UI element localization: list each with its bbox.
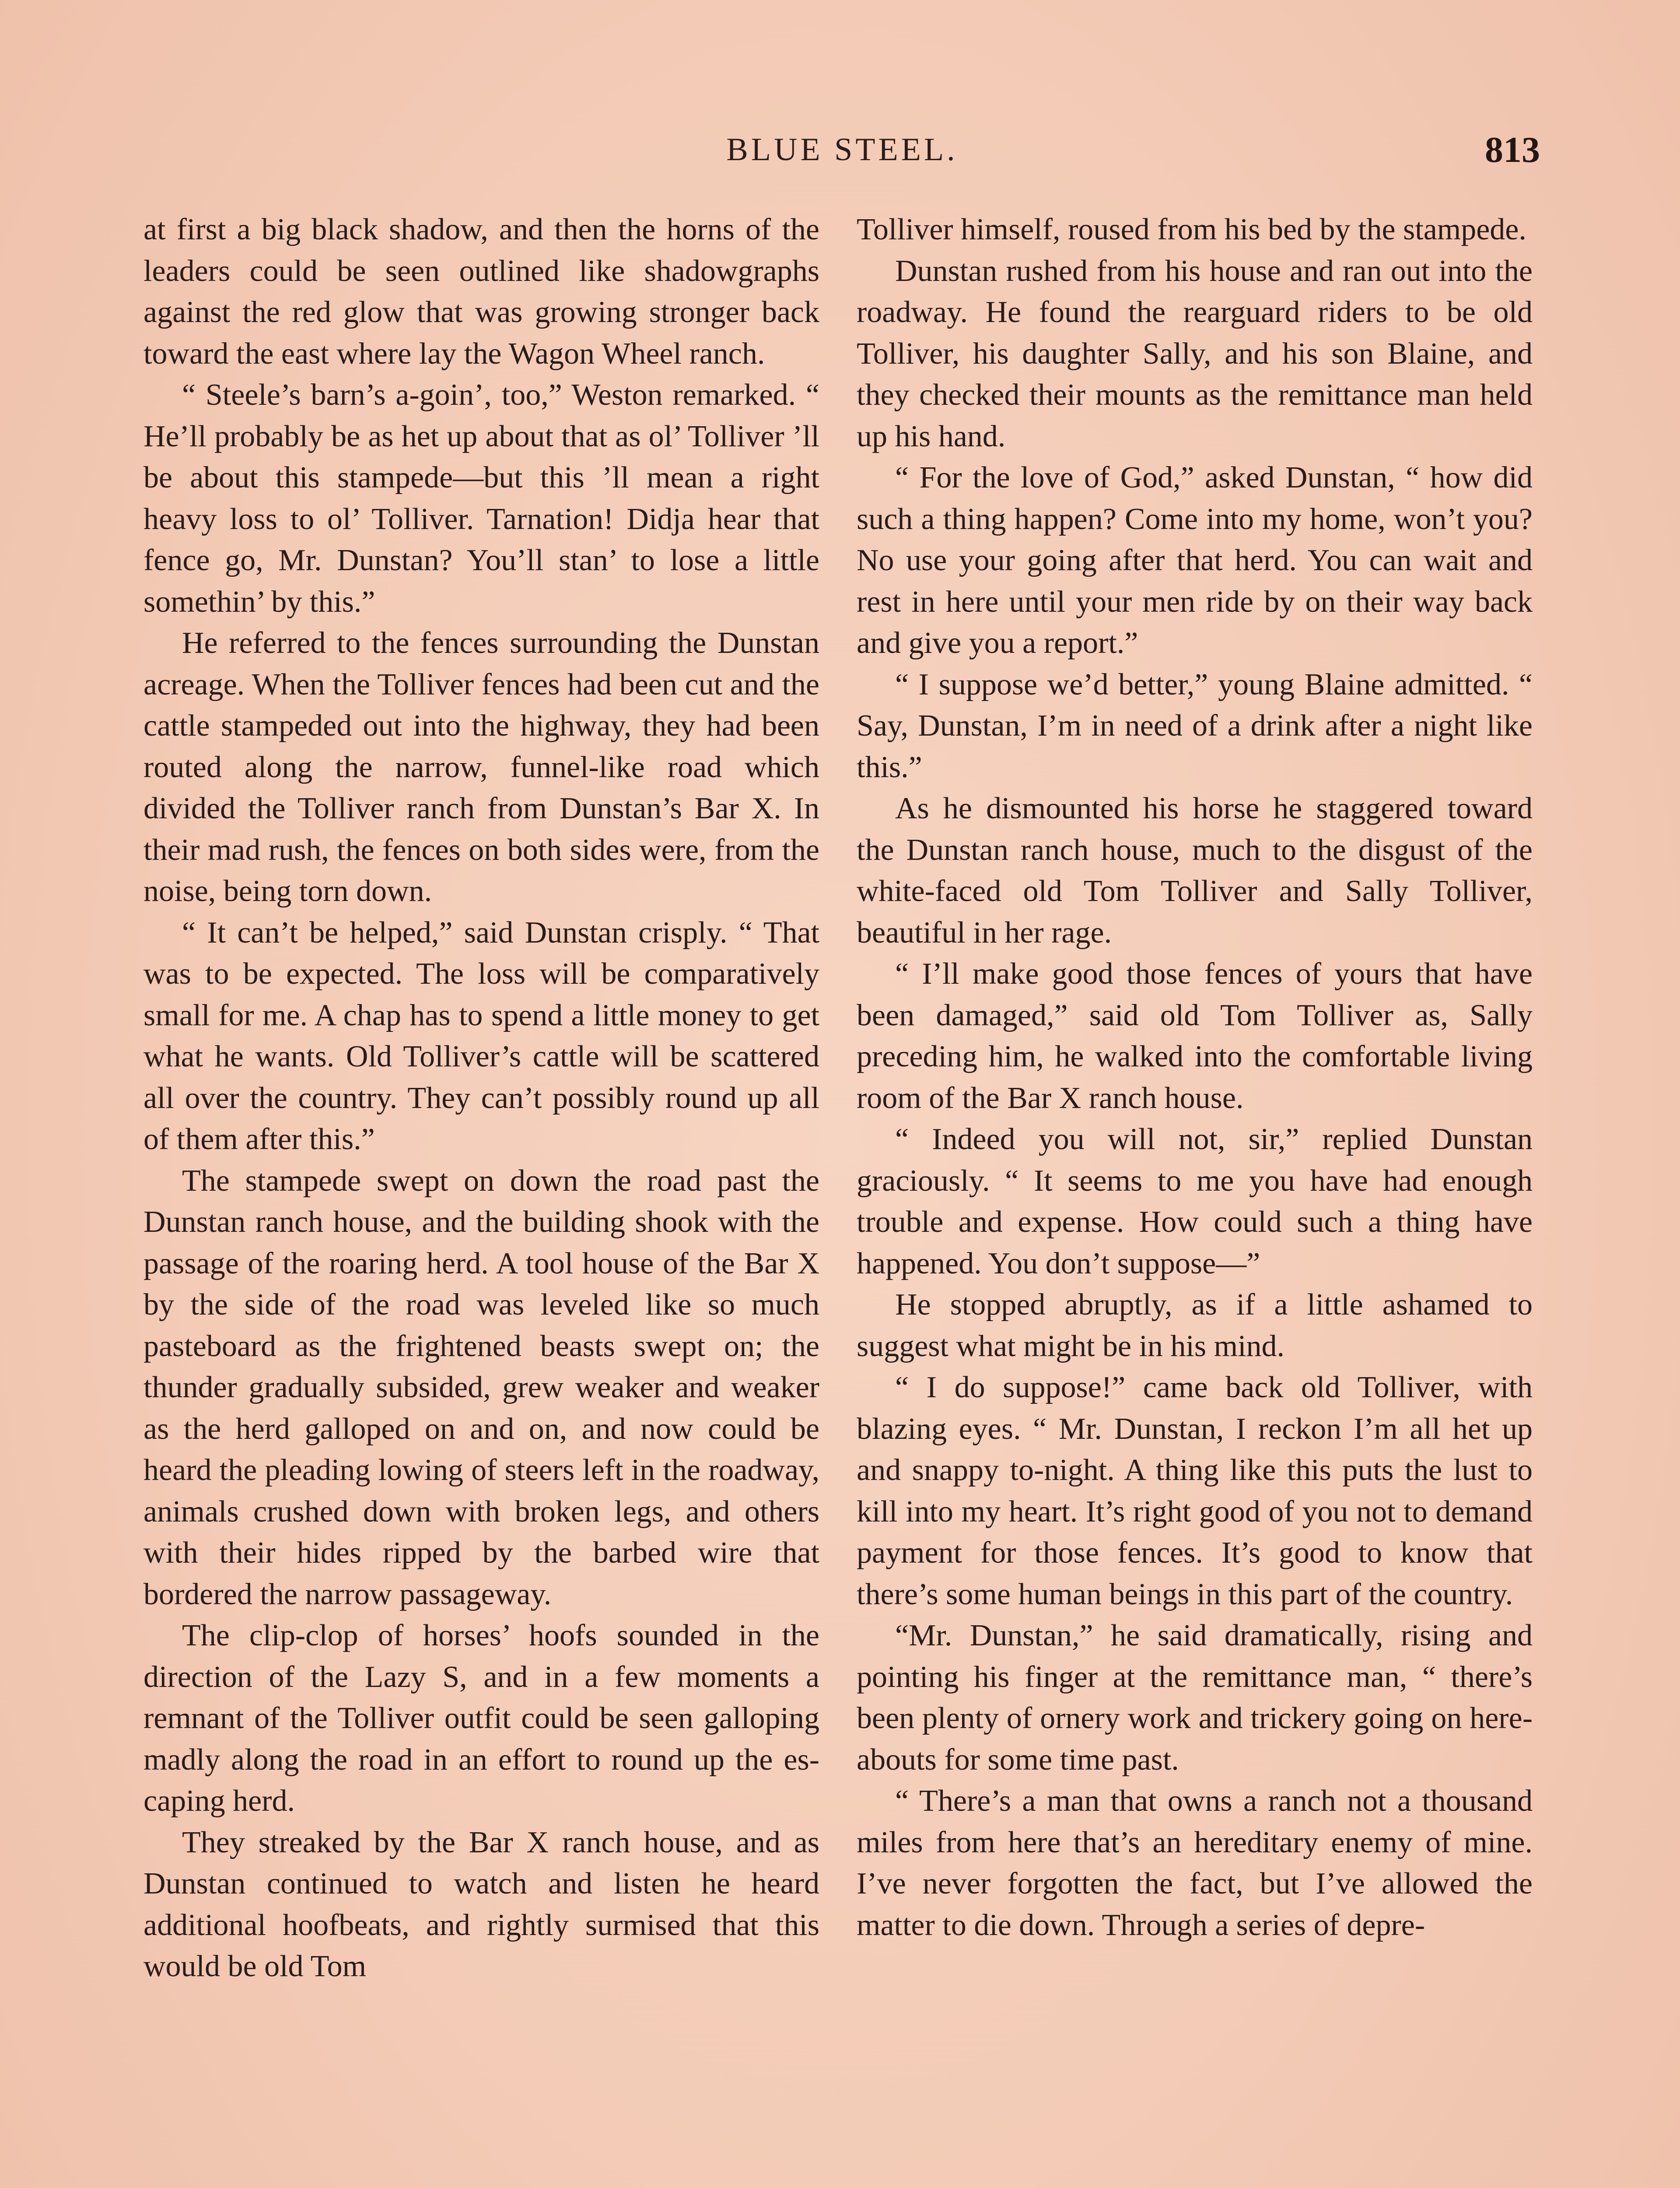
- paragraph: “ Indeed you will not, sir,” replied Dunstan graciously. “ It seems to me you have had enough trouble and expense. How could such a thing have happened. You don’t suppose—”: [857, 1122, 1533, 1280]
- paragraph: Dunstan rushed from his house and ran out into the roadway. He found the rearguard riders to be old Tolliver, his daughter Sally, and his son Blaine, and they checked their mounts as the remittance man held up his hand.: [857, 254, 1533, 453]
- paragraph: “ I do suppose!” came back old Tolliver, with blazing eyes. “ Mr. Dunstan, I reckon I’m all het up and snappy to-night. A thing like this puts the lust to kill into my heart. It’s right good of you not to demand payment for those fences. It’s good to know that there’s some human beings in this part of the country.: [857, 1371, 1533, 1611]
- paragraph: at first a big black shadow, and then the horns of the leaders could be seen outlined like shadowgraphs against the red glow that was growing stronger back toward the east where lay the Wagon Wheel ranch.: [144, 213, 819, 371]
- text-column-left: [144, 209, 819, 1988]
- paragraph: The stampede swept on down the road past the Dunstan ranch house, and the building shook with the passage of the roaring herd. A tool house of the Bar X by the side of the road was leveled like so much pasteboard as the frightened beasts swept on; the thunder gradually subsided, grew weaker and weaker as the herd galloped on and on, and now could be heard the pleading lowing of steers left in the roadway, animals crushed down with broken legs, and others with their hides ripped by the barbed wire that bordered the narrow passageway.: [144, 1164, 819, 1611]
- paragraph: “ For the love of God,” asked Dunstan, “ how did such a thing happen? Come into my home, won’t you? No use your going after that herd. You can wait and rest in here until your men ride by on their way back and give you a report.”: [857, 461, 1533, 660]
- paragraph: “Mr. Dunstan,” he said dramatically, rising and pointing his finger at the remittance man, “ there’s been plenty of ornery work and trickery going on hereabouts for some time past.: [857, 1619, 1533, 1777]
- paragraph: “ Steele’s barn’s a-goin’, too,” Weston remarked. “ He’ll probably be as het up about that as ol’ Tolliver ’ll be about this stampede—but this ’ll mean a right heavy loss to ol’ Tolliver. Tarnation! Didja hear that fence go, Mr. Dunstan? You’ll stan’ to lose a little somethin’ by this.”: [144, 378, 819, 619]
- text-column-right: [857, 209, 1533, 1946]
- running-title: BLUE STEEL.: [726, 132, 958, 168]
- paragraph: “ It can’t be helped,” said Dunstan crisply. “ That was to be expected. The loss will be comparatively small for me. A chap has to spend a little money to get what he wants. Old Tolliver’s cattle will be scattered all over the country. They can’t possibly round up all of them after this.”: [144, 915, 819, 1156]
- paragraph: The clip-clop of horses’ hoofs sounded in the direction of the Lazy S, and in a few moments a remnant of the Tolliver outfit could be seen galloping madly along the road in an effort to round up the escaping herd.: [144, 1619, 819, 1818]
- paragraph: “ I suppose we’d better,” young Blaine admitted. “ Say, Dunstan, I’m in need of a drink after a night like this.”: [857, 667, 1533, 784]
- page-header: [144, 131, 1540, 179]
- paragraph: He stopped abruptly, as if a little ashamed to suggest what might be in his mind.: [857, 1288, 1533, 1363]
- page-number: 813: [1485, 130, 1540, 170]
- paragraph: “ There’s a man that owns a ranch not a thousand miles from here that’s an hereditary enemy of mine. I’ve never forgotten the fact, but I’ve allowed the matter to die down. Through a series of depre-: [857, 1784, 1533, 1942]
- paragraph: “ I’ll make good those fences of yours that have been damaged,” said old Tom Tolliver as, Sally preceding him, he walked into the comfortable living room of the Bar X ranch house.: [857, 957, 1533, 1115]
- paragraph: He referred to the fences surrounding the Dunstan acreage. When the Tolliver fences had been cut and the cattle stampeded out into the highway, they had been routed along the narrow, funnel-like road which divided the Tolliver ranch from Dunstan’s Bar X. In their mad rush, the fences on both sides were, from the noise, being torn down.: [144, 626, 819, 908]
- paragraph: They streaked by the Bar X ranch house, and as Dunstan continued to watch and listen he heard additional hoofbeats, and rightly surmised that this would be old Tom: [144, 1825, 819, 1983]
- paragraph: As he dismounted his horse he staggered toward the Dunstan ranch house, much to the disgust of the white-faced old Tom Tolliver and Sally Tolliver, beautiful in her rage.: [857, 792, 1533, 950]
- paragraph: Tolliver himself, roused from his bed by the stampede.: [857, 213, 1526, 246]
